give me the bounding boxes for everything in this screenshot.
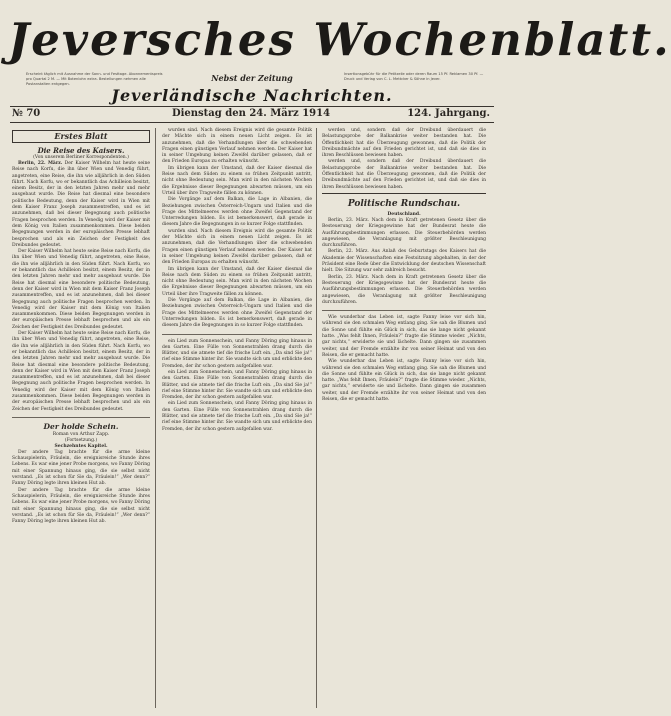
news-item: Berlin, 23. März. Nach dem in Kraft getretenen Gesetz über die Besteuerung der Kriegsgewinne hat der Bundesrat heute die Ausführungsbestimmungen erlassen. Die Steuerbehörden werden angewiesen, die Veranlagung mit größter Beschleunigung durchzuführen. xyxy=(322,274,486,305)
issue-number: № 70 xyxy=(12,108,41,119)
article-body: Der Kaiser Wilhelm hat heute seine Reise nach Korfu, die ihn über Wien und Venedig führt, angetreten, eine Reise, die ihn wie alljährlich in den Süden führt. Nach Korfu, wo er bekanntlich das Achilleion besitzt, einem Besitz, der in den letzten Jahren mehr und mehr ausgebaut wurde. Die Reise hat diesmal eine besondere politische Bedeutung, denn der Kaiser wird in Wien mit dem Kaiser Franz Joseph zusammentreffen, und es ist anzunehmen, daß bei dieser Begegnung auch politische Fragen besprochen werden. In Venedig wird der Kaiser mit dem König von Italien zusammenkommen. Diese beiden Begegnungen werden in der europäischen Presse lebhaft besprochen und als ein Zeichen der Festigkeit des Dreibundes gedeutet. xyxy=(12,161,151,248)
issue-date: Dienstag den 24. März 1914 xyxy=(171,108,331,119)
news-item: Berlin, 22. März. Aus Anlaß des Geburtstags des Kaisers hat die Akademie der Wissenschaften eine Festsitzung abgehalten, in der der Präsident eine Rede über die Entwicklung der deutschen Wissenschaft hielt. Die Sitzung war sehr zahlreich besucht. xyxy=(322,249,486,274)
article-body: werden und, sondern daß der Dreibund überdauert die Belastungsprobe der Balkankrise weiter bestanden hat. Die Öffentlichkeit hat die Überzeugung gewonnen, daß die Politik der Dreibundmächte auf den Frieden gerichtet ist, und daß sie dies in ihren Beschlüssen bewiesen haben. xyxy=(322,128,486,159)
section-rule xyxy=(322,193,486,194)
header-rule-bottom xyxy=(10,122,494,123)
masthead-nebst: Nebst der Zeitung xyxy=(211,73,293,83)
novel-title: Der holde Schein. xyxy=(43,421,119,431)
novel-body: Wie wunderbar das Leben ist, sagte Fanny leise vor sich hin, während sie den schmalen Weg entlang ging. Sie sah die Blumen und die Sonne und fühlte ein Glück in sich, das sie lange nicht gekannt hatte. „Was fehlt Ihnen, Fräulein?“ fragte die Stimme wieder. „Nichts, gar nichts,“ erwiderte sie und lächelte. Dann gingen sie zusammen weiter, und der Fremde erzählte ihr von seiner Heimat und von den Reisen, die er gemacht hatte. xyxy=(322,359,486,402)
column-2 xyxy=(162,128,312,708)
article-body: wurden sind. Nach diesem Ereignis wird die gesamte Politik der Mächte sich in einem neuen Licht zeigen. Es ist anzunehmen, daß die Verhandlungen über die schwebenden Fragen einen günstigen Verlauf nehmen werden. Der Kaiser hat in seiner Umgebung keinen Zweifel darüber gelassen, daß er den Frieden Europas zu erhalten wünscht. xyxy=(162,128,312,165)
novel-body: ein Lied zum Sonnenschein, und Fanny Döring ging hinaus in den Garten. Eine Fülle von Sonnenstrahlen drang durch die Blätter, und sie atmete tief die frische Luft ein. „Da sind Sie ja!“ rief eine Stimme hinter ihr. Sie wandte sich um und erblickte den Fremden, der ihr schon gestern aufgefallen war. xyxy=(162,338,312,369)
article-divider xyxy=(12,417,150,418)
novel-body: ein Lied zum Sonnenschein, und Fanny Döring ging hinaus in den Garten. Eine Fülle von Sonnenstrahlen drang durch die Blätter, und sie atmete tief die frische Luft ein. „Da sind Sie ja!“ rief eine Stimme hinter ihr. Sie wandte sich um und erblickte den Fremden, der ihr schon gestern aufgefallen war. xyxy=(162,369,312,401)
article-body: Der Kaiser Wilhelm hat heute seine Reise nach Korfu, die ihn über Wien und Venedig führt, angetreten, eine Reise, die ihn wie alljährlich in den Süden führt. Nach Korfu, wo er bekanntlich das Achilleion besitzt, einem Besitz, der in den letzten Jahren mehr und mehr ausgebaut wurde. Die Reise hat diesmal eine besondere politische Bedeutung, denn der Kaiser wird in Wien mit dem Kaiser Franz Joseph zusammentreffen, und es ist anzunehmen, daß bei dieser Begegnung auch politische Fragen besprochen werden. In Venedig wird der Kaiser mit dem König von Italien zusammenkommen. Diese beiden Begegnungen werden in der europäischen Presse lebhaft besprochen und als ein Zeichen der Festigkeit des Dreibundes gedeutet. xyxy=(12,249,150,330)
column-separator xyxy=(155,128,156,708)
issue-line xyxy=(12,108,490,122)
column-separator xyxy=(316,128,317,708)
column-1 xyxy=(12,128,150,708)
section-subheading: Deutschland. xyxy=(387,211,421,217)
masthead-title: Jeversches Wochenblatt. xyxy=(8,13,671,66)
article-body: Die Vorgänge auf dem Balkan, die Lage in Albanien, die Beziehungen zwischen Österreich-Ungarn und Italien und die Frage des Mittelmeeres werden ohne Zweifel Gegenstand der Unterredungen bilden. Es ist bemerkenswert, daß gerade in diesem Jahre die Begegnungen in so kurzer Folge stattfinden. xyxy=(162,197,312,228)
novel-chapter: Sechzehntes Kapitel. xyxy=(54,443,108,449)
novel-continuation: (Fortsetzung.) xyxy=(64,437,98,443)
article-body: Die Vorgänge auf dem Balkan, die Lage in Albanien, die Beziehungen zwischen Österreich-Ungarn und Italien und die Frage des Mittelmeeres werden ohne Zweifel Gegenstand der Unterredungen bilden. Es ist bemerkenswert, daß gerade in diesem Jahre die Begegnungen in so kurzer Folge stattfinden. xyxy=(162,298,312,329)
header-left-info: Erscheint täglich mit Ausnahme der Sonn- und Festtage. Abonnementspreis pro Quartal 2 M. — Mit Botenlohn extra. Bestellungen nehmen alle Postanstalten entgegen. xyxy=(26,72,163,86)
section-heading: Politische Rundschau. xyxy=(347,198,461,209)
article-subtitle: (Von unserem Berliner Korrespondenten.) xyxy=(33,155,129,160)
article-body: wurden sind. Nach diesem Ereignis wird die gesamte Politik der Mächte sich in einem neuen Licht zeigen. Es ist anzunehmen, daß die Verhandlungen über die schwebenden Fragen einen günstigen Verlauf nehmen werden. Der Kaiser hat in seiner Umgebung keinen Zweifel darüber gelassen, daß er den Frieden Europas zu erhalten wünscht. xyxy=(162,228,312,266)
column-3 xyxy=(322,128,486,708)
novel-body: Wie wunderbar das Leben ist, sagte Fanny leise vor sich hin, während sie den schmalen Weg entlang ging. Sie sah die Blumen und die Sonne und fühlte ein Glück in sich, das sie lange nicht gekannt hatte. „Was fehlt Ihnen, Fräulein?“ fragte die Stimme wieder. „Nichts, gar nichts,“ erwiderte sie und lächelte. Dann gingen sie zusammen weiter, und der Fremde erzählte ihr von seiner Heimat und von den Reisen, die er gemacht hatte. xyxy=(322,315,486,358)
issue-year: 124. Jahrgang. xyxy=(407,108,490,119)
section-box-title: Erstes Blatt xyxy=(12,130,150,143)
novel-body: Der andere Tag brachte für die arme kleine Schauspielerin, Fräulein, die ereignisreiche Stunde ihres Lebens. Es war eine jener Probe morgens, wo Fanny Döring mit einer Spannung hinaus ging, die sie selbst nicht verstand. „Es ist schon für Sie da, Fräulein!“ „Wer denn?“ Fanny Döring legte ihren kleinen Hut ab. xyxy=(12,449,150,487)
article-divider xyxy=(322,310,486,311)
novel-body: ein Lied zum Sonnenschein, und Fanny Döring ging hinaus in den Garten. Eine Fülle von Sonnenstrahlen drang durch die Blätter, und sie atmete tief die frische Luft ein. „Da sind Sie ja!“ rief eine Stimme hinter ihr. Sie wandte sich um und erblickte den Fremden, der ihr schon gestern aufgefallen war. xyxy=(162,401,312,432)
article-body: werden und, sondern daß der Dreibund überdauert die Belastungsprobe der Balkankrise weiter bestanden hat. Die Öffentlichkeit hat die Überzeugung gewonnen, daß die Politik der Dreibundmächte auf den Frieden gerichtet ist, und daß sie dies in ihren Beschlüssen bewiesen haben. xyxy=(322,159,486,190)
novel-body: Der andere Tag brachte für die arme kleine Schauspielerin, Fräulein, die ereignisreiche Stunde ihres Lebens. Es war eine jener Probe morgens, wo Fanny Döring mit einer Spannung hinaus ging, die sie selbst nicht verstand. „Es ist schon für Sie da, Fräulein!“ „Wer denn?“ Fanny Döring legte ihren kleinen Hut ab. xyxy=(12,487,150,525)
article-body: Im übrigen kann der Umstand, daß der Kaiser diesmal die Reise nach dem Süden zu einem so frühen Zeitpunkt antritt, nicht ohne Bedeutung sein. Man wird in den nächsten Wochen die Ergebnisse dieser Begegnungen abwarten müssen, um ein Urteil über ihre Tragweite fällen zu können. xyxy=(162,266,312,297)
news-item: Berlin, 23. März. Nach dem in Kraft getretenen Gesetz über die Besteuerung der Kriegsgewinne hat der Bundesrat heute die Ausführungsbestimmungen erlassen. Die Steuerbehörden werden angewiesen, die Veranlagung mit größter Beschleunigung durchzuführen. xyxy=(322,217,486,249)
article-body: Im übrigen kann der Umstand, daß der Kaiser diesmal die Reise nach dem Süden zu einem so frühen Zeitpunkt antritt, nicht ohne Bedeutung sein. Man wird in den nächsten Wochen die Ergebnisse dieser Begegnungen abwarten müssen, um ein Urteil über ihre Tragweite fällen zu können. xyxy=(162,165,312,196)
article-body: Der Kaiser Wilhelm hat heute seine Reise nach Korfu, die ihn über Wien und Venedig führt, angetreten, eine Reise, die ihn wie alljährlich in den Süden führt. Nach Korfu, wo er bekanntlich das Achilleion besitzt, einem Besitz, der in den letzten Jahren mehr und mehr ausgebaut wurde. Die Reise hat diesmal eine besondere politische Bedeutung, denn der Kaiser wird in Wien mit dem Kaiser Franz Joseph zusammentreffen, und es ist anzunehmen, daß bei dieser Begegnung auch politische Fragen besprochen werden. In Venedig wird der Kaiser mit dem König von Italien zusammenkommen. Diese beiden Begegnungen werden in der europäischen Presse lebhaft besprochen und als ein Zeichen der Festigkeit des Dreibundes gedeutet. xyxy=(12,331,150,412)
header-right-info: Insertionsgebühr für die Petitzeile oder deren Raum 15 Pf. Reklamen 30 Pf. — Druck und Verlag von C. L. Mettcker & Söhne in Jever. xyxy=(344,72,484,81)
article-title: Die Reise des Kaisers. xyxy=(37,146,125,155)
article-dateline: Berlin, 22. März. xyxy=(18,161,63,166)
novel-author: Roman von Arthur Zapp. xyxy=(52,431,110,437)
masthead-subtitle: Jeverländische Nachrichten. xyxy=(111,86,393,105)
article-divider xyxy=(162,334,312,335)
header-rule-top xyxy=(10,106,494,107)
